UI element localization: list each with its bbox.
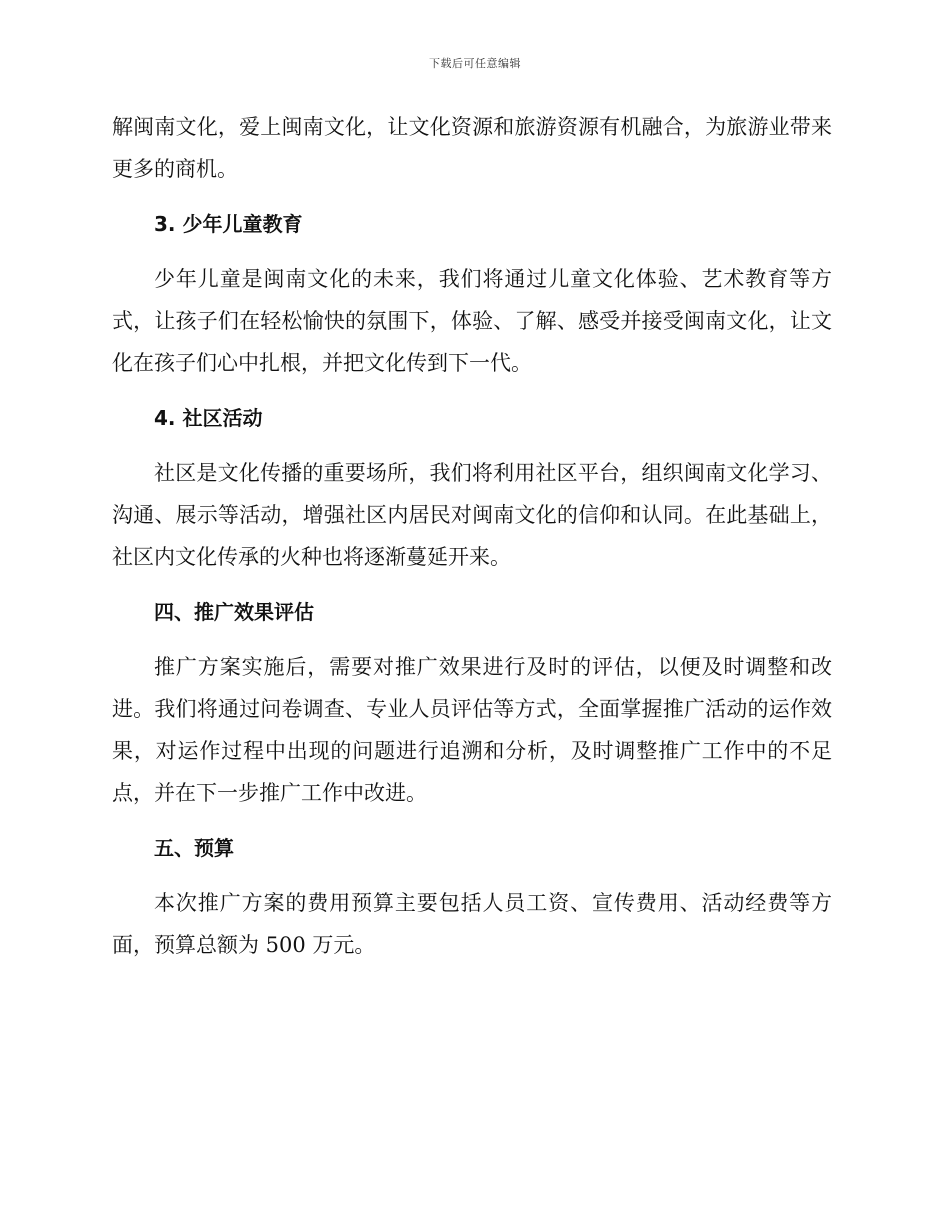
section-heading-budget: 五、预算 <box>154 836 234 860</box>
paragraph-budget: 本次推广方案的费用预算主要包括人员工资、宣传费用、活动经费等方面，预算总额为 500 万元。 <box>112 891 832 957</box>
paragraph-effect-evaluation: 推广方案实施后，需要对推广效果进行及时的评估，以便及时调整和改进。我们将通过问卷调查、专业人员评估等方式，全面掌握推广活动的运作效果，对运作过程中出现的问题进行追溯和分析，及时调整推广工作中的不足点，并在下一步推广工作中改进。 <box>112 655 832 805</box>
page-header: 下载后可任意编辑 <box>429 57 521 70</box>
paragraph-community-activities: 社区是文化传播的重要场所，我们将利用社区平台，组织闽南文化学习、沟通、展示等活动，增强社区内居民对闽南文化的信仰和认同。在此基础上，社区内文化传承的火种也将逐渐蔓延开来。 <box>112 461 832 569</box>
section-heading-effect-evaluation: 四、推广效果评估 <box>154 600 314 624</box>
document-body <box>112 106 832 979</box>
section-heading-children-education: 3. 少年儿童教育 <box>154 212 303 236</box>
paragraph-tourism-continuation: 解闽南文化，爱上闽南文化，让文化资源和旅游资源有机融合，为旅游业带来更多的商机。 <box>112 115 832 181</box>
paragraph-children-education: 少年儿童是闽南文化的未来，我们将通过儿童文化体验、艺术教育等方式，让孩子们在轻松愉快的氛围下，体验、了解、感受并接受闽南文化，让文化在孩子们心中扎根，并把文化传到下一代。 <box>112 267 832 375</box>
section-heading-community-activities: 4. 社区活动 <box>154 406 263 430</box>
